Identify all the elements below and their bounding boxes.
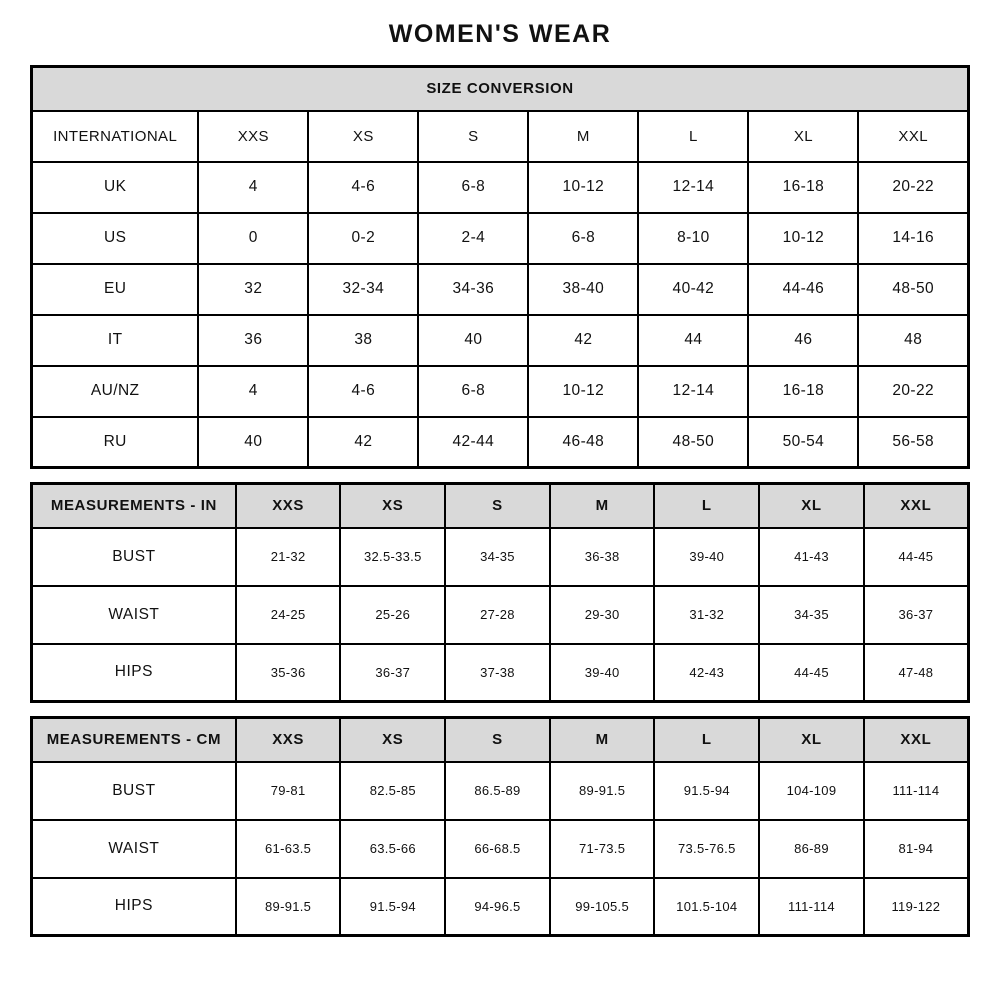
table-cell: 46-48: [528, 417, 638, 468]
size-column-header: S: [418, 111, 528, 162]
size-column-header: L: [654, 484, 759, 528]
header-label: INTERNATIONAL: [32, 111, 199, 162]
size-column-header: XL: [748, 111, 858, 162]
size-conversion-table: [30, 65, 970, 469]
table-cell: 16-18: [748, 162, 858, 213]
table-cell: 47-48: [864, 644, 969, 702]
table-cell: 24-25: [236, 586, 341, 644]
table-row: [32, 644, 969, 702]
size-column-header: S: [445, 484, 550, 528]
table-cell: 36-37: [340, 644, 445, 702]
table-cell: 27-28: [445, 586, 550, 644]
size-column-header: XS: [340, 484, 445, 528]
row-label: WAIST: [32, 820, 236, 878]
table-cell: 50-54: [748, 417, 858, 468]
table-cell: 14-16: [858, 213, 968, 264]
table-cell: 73.5-76.5: [654, 820, 759, 878]
table-cell: 42: [528, 315, 638, 366]
table-row: [32, 762, 969, 820]
row-label: WAIST: [32, 586, 236, 644]
row-label: HIPS: [32, 878, 236, 936]
table-cell: 71-73.5: [550, 820, 655, 878]
measurements-in-table: [30, 482, 970, 703]
page-title: WOMEN'S WEAR: [388, 20, 612, 48]
row-label: EU: [32, 264, 199, 315]
table-cell: 101.5-104: [654, 878, 759, 936]
table-cell: 44-45: [864, 528, 969, 586]
table-cell: 34-35: [445, 528, 550, 586]
header-label: MEASUREMENTS - CM: [32, 718, 236, 762]
table-row: [32, 315, 969, 366]
row-label: HIPS: [32, 644, 236, 702]
table-cell: 34-35: [759, 586, 864, 644]
table-cell: 32.5-33.5: [340, 528, 445, 586]
table-row: [32, 417, 969, 468]
size-column-header: M: [550, 484, 655, 528]
size-column-header: XXS: [198, 111, 308, 162]
table-cell: 40-42: [638, 264, 748, 315]
header-label: MEASUREMENTS - IN: [32, 484, 236, 528]
table-cell: 44-46: [748, 264, 858, 315]
table-row: [32, 878, 969, 936]
size-column-header: XL: [759, 718, 864, 762]
table-cell: 99-105.5: [550, 878, 655, 936]
table-cell: 111-114: [759, 878, 864, 936]
size-column-header: M: [550, 718, 655, 762]
table-row: [32, 366, 969, 417]
table-cell: 25-26: [340, 586, 445, 644]
table-cell: 31-32: [654, 586, 759, 644]
table-cell: 2-4: [418, 213, 528, 264]
table-cell: 6-8: [528, 213, 638, 264]
table-cell: 36: [198, 315, 308, 366]
row-label: RU: [32, 417, 199, 468]
table-cell: 48-50: [858, 264, 968, 315]
table-cell: 32: [198, 264, 308, 315]
table-title: SIZE CONVERSION: [32, 67, 969, 111]
table-cell: 104-109: [759, 762, 864, 820]
table-cell: 61-63.5: [236, 820, 341, 878]
table-cell: 111-114: [864, 762, 969, 820]
table-row: [32, 162, 969, 213]
row-label: US: [32, 213, 199, 264]
table-cell: 38-40: [528, 264, 638, 315]
row-label: IT: [32, 315, 199, 366]
table-cell: 86.5-89: [445, 762, 550, 820]
table-cell: 86-89: [759, 820, 864, 878]
measurements-cm-table: [30, 716, 970, 937]
table-cell: 48: [858, 315, 968, 366]
table-cell: 20-22: [858, 366, 968, 417]
table-row: [32, 820, 969, 878]
table-row: [32, 264, 969, 315]
table-row: [32, 586, 969, 644]
table-cell: 42-43: [654, 644, 759, 702]
table-cell: 119-122: [864, 878, 969, 936]
table-cell: 39-40: [654, 528, 759, 586]
table-cell: 34-36: [418, 264, 528, 315]
table-cell: 10-12: [528, 366, 638, 417]
table-cell: 81-94: [864, 820, 969, 878]
table-cell: 63.5-66: [340, 820, 445, 878]
table-cell: 94-96.5: [445, 878, 550, 936]
row-label: BUST: [32, 762, 236, 820]
table-cell: 32-34: [308, 264, 418, 315]
table-cell: 48-50: [638, 417, 748, 468]
table-cell: 37-38: [445, 644, 550, 702]
size-column-header: XXS: [236, 484, 341, 528]
table-cell: 40: [418, 315, 528, 366]
table-cell: 6-8: [418, 162, 528, 213]
size-chart-page: [30, 20, 970, 937]
row-label: UK: [32, 162, 199, 213]
table-cell: 29-30: [550, 586, 655, 644]
table-cell: 6-8: [418, 366, 528, 417]
table-cell: 35-36: [236, 644, 341, 702]
table-cell: 0-2: [308, 213, 418, 264]
table-cell: 42: [308, 417, 418, 468]
table-cell: 20-22: [858, 162, 968, 213]
table-cell: 46: [748, 315, 858, 366]
table-cell: 82.5-85: [340, 762, 445, 820]
table-row: [32, 213, 969, 264]
table-cell: 42-44: [418, 417, 528, 468]
table-cell: 56-58: [858, 417, 968, 468]
table-cell: 36-38: [550, 528, 655, 586]
table-cell: 4-6: [308, 366, 418, 417]
size-column-header: XXS: [236, 718, 341, 762]
size-column-header: XXL: [864, 718, 969, 762]
table-cell: 44: [638, 315, 748, 366]
table-cell: 40: [198, 417, 308, 468]
row-label: AU/NZ: [32, 366, 199, 417]
table-cell: 91.5-94: [340, 878, 445, 936]
table-cell: 89-91.5: [550, 762, 655, 820]
size-column-header: XS: [340, 718, 445, 762]
table-cell: 10-12: [748, 213, 858, 264]
table-cell: 12-14: [638, 366, 748, 417]
table-cell: 91.5-94: [654, 762, 759, 820]
table-cell: 89-91.5: [236, 878, 341, 936]
table-cell: 36-37: [864, 586, 969, 644]
table-cell: 10-12: [528, 162, 638, 213]
table-cell: 4: [198, 366, 308, 417]
size-column-header: XS: [308, 111, 418, 162]
size-column-header: M: [528, 111, 638, 162]
size-column-header: XXL: [858, 111, 968, 162]
table-cell: 38: [308, 315, 418, 366]
table-cell: 21-32: [236, 528, 341, 586]
size-column-header: L: [638, 111, 748, 162]
size-column-header: L: [654, 718, 759, 762]
table-cell: 4: [198, 162, 308, 213]
size-column-header: XL: [759, 484, 864, 528]
table-cell: 39-40: [550, 644, 655, 702]
table-cell: 0: [198, 213, 308, 264]
table-cell: 4-6: [308, 162, 418, 213]
row-label: BUST: [32, 528, 236, 586]
size-column-header: S: [445, 718, 550, 762]
table-cell: 12-14: [638, 162, 748, 213]
table-cell: 44-45: [759, 644, 864, 702]
table-cell: 8-10: [638, 213, 748, 264]
table-cell: 66-68.5: [445, 820, 550, 878]
table-row: [32, 528, 969, 586]
table-cell: 79-81: [236, 762, 341, 820]
table-cell: 41-43: [759, 528, 864, 586]
size-column-header: XXL: [864, 484, 969, 528]
table-cell: 16-18: [748, 366, 858, 417]
